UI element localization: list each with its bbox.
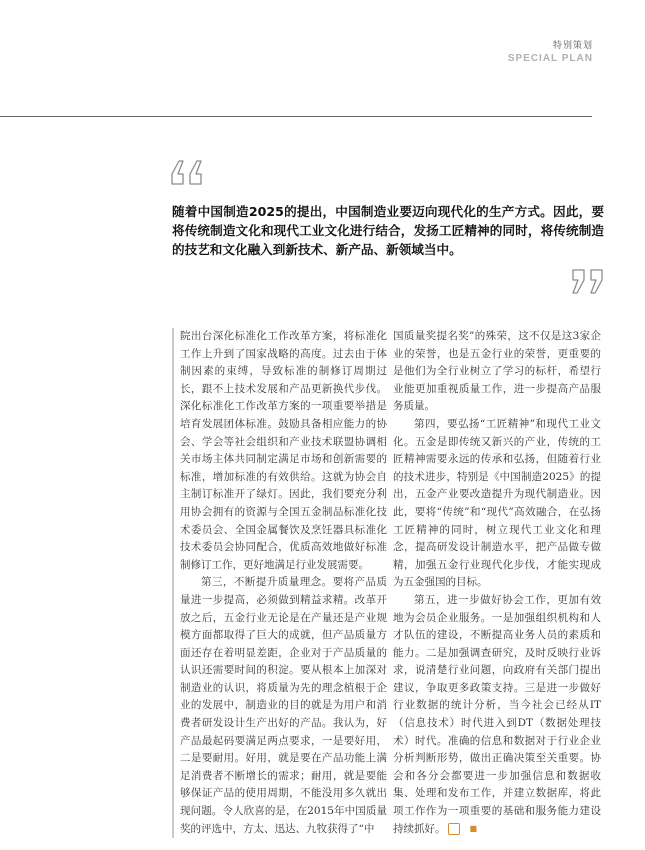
close-quote-icon — [566, 262, 608, 304]
pull-quote: 随着中国制造2025的提出，中国制造业要迈向现代化的生产方式。因此，要将传统制造文化和现代工业文化进行结合，发扬工匠精神的同时，将传统制造的技艺和文化融入到新技术、新产品、新领域当中。 — [172, 204, 604, 257]
paragraph: 院出台深化标准化工作改革方案，将标准化工作上升到了国家战略的高度。过去由于体制因素的束缚，导致标准的制修订周期过长，跟不上技术发展和产品更新换代步伐。深化标准化工作改革方案的一项重要举措是培育发展团体标准。鼓励具备相应能力的协会、学会等社会组织和产业技术联盟协调相关市场主体共同制定满足市场和创新需要的标准，增加标准的有效供给。这就为协会自主制订标准开了绿灯。因此，我们要充分利用协会拥有的资源与全国五金制品标准化技术委员会、全国金属餐饮及烹饪器具标准化技术委员会协同配合，优质高效地做好标准制修订工作，更好地满足行业发展需要。 — [180, 330, 387, 571]
paragraph: 第四，要弘扬“工匠精神”和现代工业文化。五金是即传统又新兴的产业，传统的工匠精神需要永远的传承和弘扬，但随着行业的技术进步，特别是《中国制造2025》的提出，五金产业要改造提升为现代制造业。因此，要将“传统”和“现代”高效融合，在弘扬工匠精神的同时，树立现代工业文化和理念，提高研发设计制造水平，把产品做专做精，加强五金行业现代化步伐，才能实现成为五金强国的目标。 — [393, 417, 601, 589]
section-title-cn: 特别策划 — [552, 41, 593, 51]
article-end-icon: ■ — [448, 823, 460, 835]
article-column-left — [172, 328, 387, 838]
page-header — [508, 38, 593, 64]
paragraph-last — [393, 592, 601, 838]
paragraph: 第五，进一步做好协会工作，更加有效地为会员企业服务。一是加强组织机构和人才队伍的建设，不断提高业务人员的素质和能力。二是加强调查研究，及时反映行业诉求，说清楚行业问题，向政府有关部门提出建议，争取更多政策支持。三是进一步做好行业数据的统计分析，当今社会已经从IT（信息技术）时代进入到DT（数据处理技术）时代。准确的信息和数据对于行业企业分析判断形势，做出正确决策至关重要。协会和各分会都要进一步加强信息和数据收集、处理和发布工作，并建立数据库，将此项工作作为一项重要的基础和服务能力建设持续抓好。 — [393, 593, 601, 835]
paragraph: 国质量奖提名奖”的殊荣，这不仅是这3家企业的荣誉，也是五金行业的荣誉，更重要的是他们为全行业树立了学习的标杆，希望行业能更加重视质量工作，进一步提高产品服务质量。 — [393, 330, 601, 413]
paragraph: 第三，不断提升质量理念。要将产品质量进一步提高，必须做到精益求精。改革开放之后，五金行业无论是在产量还是产业规模方面都取得了巨大的成就，但产品质量方面还存在着明显差距，企业对于产品质量的认识还需要时间的积淀。要从根本上加深对制造业的认识，将质量为先的理念植根于企业的发展中，制造业的目的就是为用户和消费者研发设计生产出好的产品。我认为，好产品最起码要满足两点要求，一是要好用，二是要耐用。好用，就是要在产品功能上满足消费者不断增长的需求；耐用，就是要能够保证产品的使用周期，不能没用多久就出现问题。令人欣喜的是，在2015年中国质量奖的评选中，方太、迅达、九牧获得了“中 — [180, 576, 387, 835]
header-divider — [0, 116, 592, 117]
open-quote-icon — [168, 152, 210, 194]
article-column-right — [393, 328, 601, 838]
section-title-en: SPECIAL PLAN — [507, 53, 593, 64]
